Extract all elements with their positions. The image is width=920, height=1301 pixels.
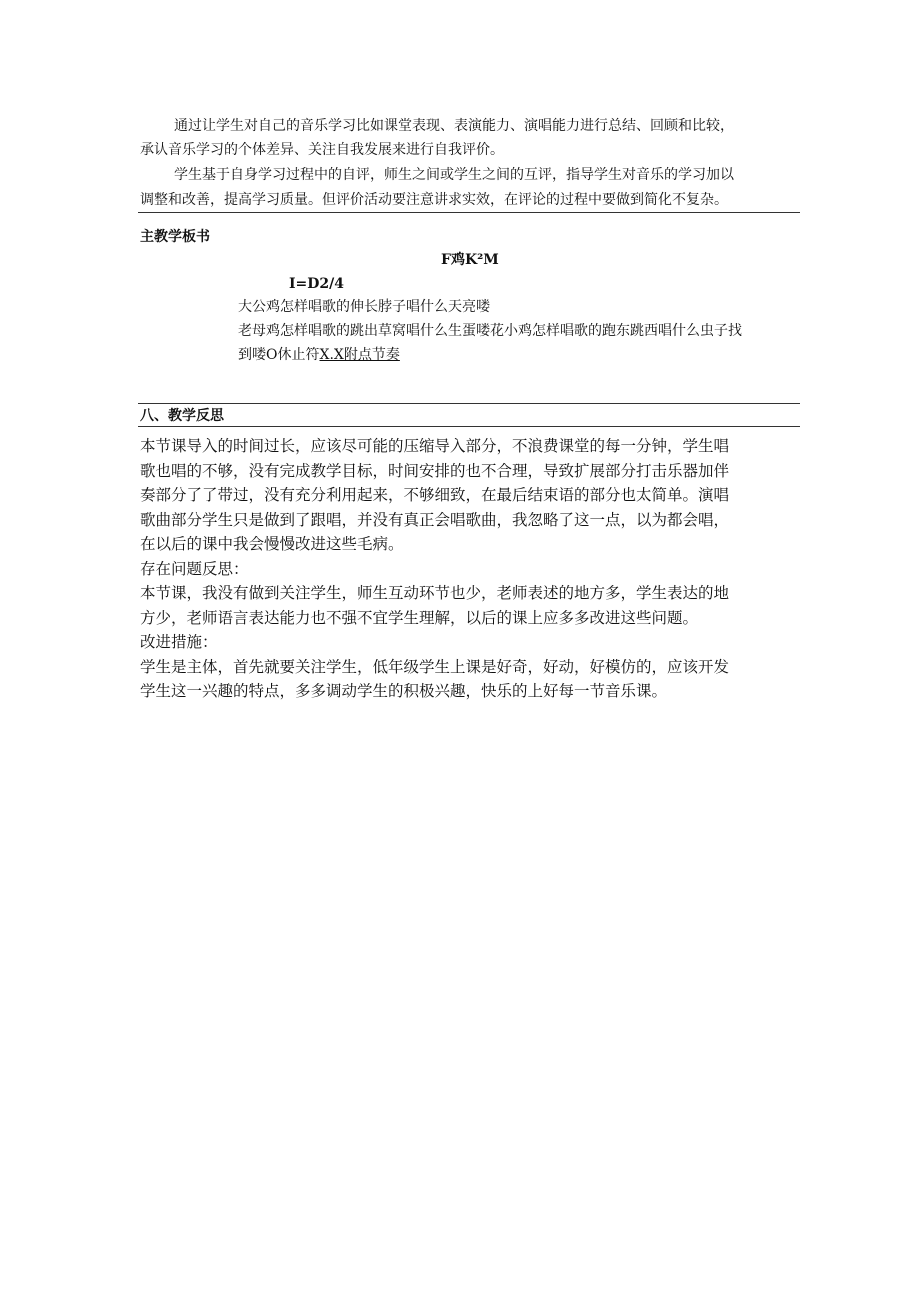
reflection-line: 歌曲部分学生只是做到了跟唱，并没有真正会唱歌曲，我忽略了这一点，以为都会唱， — [140, 510, 730, 529]
reflection-body — [140, 434, 800, 704]
board-line3-text: 到喽O休止符 — [238, 347, 320, 363]
reflection-subheading: 改进措施： — [140, 633, 218, 651]
evaluation-para2-line2: 调整和改善，提高学习质量。但评价活动要注意讲求实效，在评论的过程中要做到简化不复杂。 — [140, 192, 728, 208]
divider — [138, 426, 800, 427]
reflection-line: 歌也唱的不够，没有完成教学目标，时间安排的也不合理，导致扩展部分打击乐器加伴 — [140, 461, 730, 480]
divider — [138, 403, 800, 404]
evaluation-para2-line1: 学生基于自身学习过程中的自评，师生之间或学生之间的互评，指导学生对音乐的学习加以 — [174, 167, 734, 183]
reflection-line: 学生这一兴趣的特点，多多调动学生的积极兴趣，快乐的上好每一节音乐课。 — [140, 682, 668, 700]
reflection-line: 奏部分了了带过，没有充分利用起来，不够细致，在最后结束语的部分也太简单。演唱 — [140, 486, 730, 504]
reflection-line: 方少，老师语言表达能力也不强不宜学生理解，以后的课上应多多改进这些问题。 — [140, 608, 699, 627]
board-line2: 老母鸡怎样唱歌的跳出草窝唱什么生蛋喽花小鸡怎样唱歌的跑东跳西唱什么虫子找 — [238, 323, 742, 339]
evaluation-para1-line1: 通过让学生对自己的音乐学习比如课堂表现、表演能力、演唱能力进行总结、回顾和比较， — [174, 118, 734, 134]
reflection-heading: 八、教学反思 — [140, 408, 224, 424]
reflection-subheading: 存在问题反思： — [140, 559, 249, 578]
divider — [138, 212, 800, 213]
board-line1: 大公鸡怎样唱歌的伸长脖子唱什么天亮喽 — [238, 299, 490, 315]
reflection-line: 本节课，我没有做到关注学生，师生互动环节也少，老师表述的地方多，学生表达的地 — [140, 584, 730, 602]
reflection-line: 本节课导入的时间过长，应该尽可能的压缩导入部分，不浪费课堂的每一分钟，学生唱 — [140, 437, 730, 455]
board-heading: 主教学板书 — [140, 229, 210, 245]
board-title: F鸡K²M — [441, 252, 499, 268]
evaluation-para1-line2: 承认音乐学习的个体差异、关注自我发展来进行自我评价。 — [140, 142, 504, 158]
reflection-line: 学生是主体，首先就要关注学生，低年级学生上课是好奇，好动，好模仿的，应该开发 — [140, 657, 730, 676]
reflection-line: 在以后的课中我会慢慢改进这些毛病。 — [140, 535, 404, 553]
board-line3 — [238, 344, 400, 366]
dotted-rhythm-text: X.X附点节奏 — [319, 347, 400, 363]
board-key: I=D2/4 — [289, 276, 345, 292]
